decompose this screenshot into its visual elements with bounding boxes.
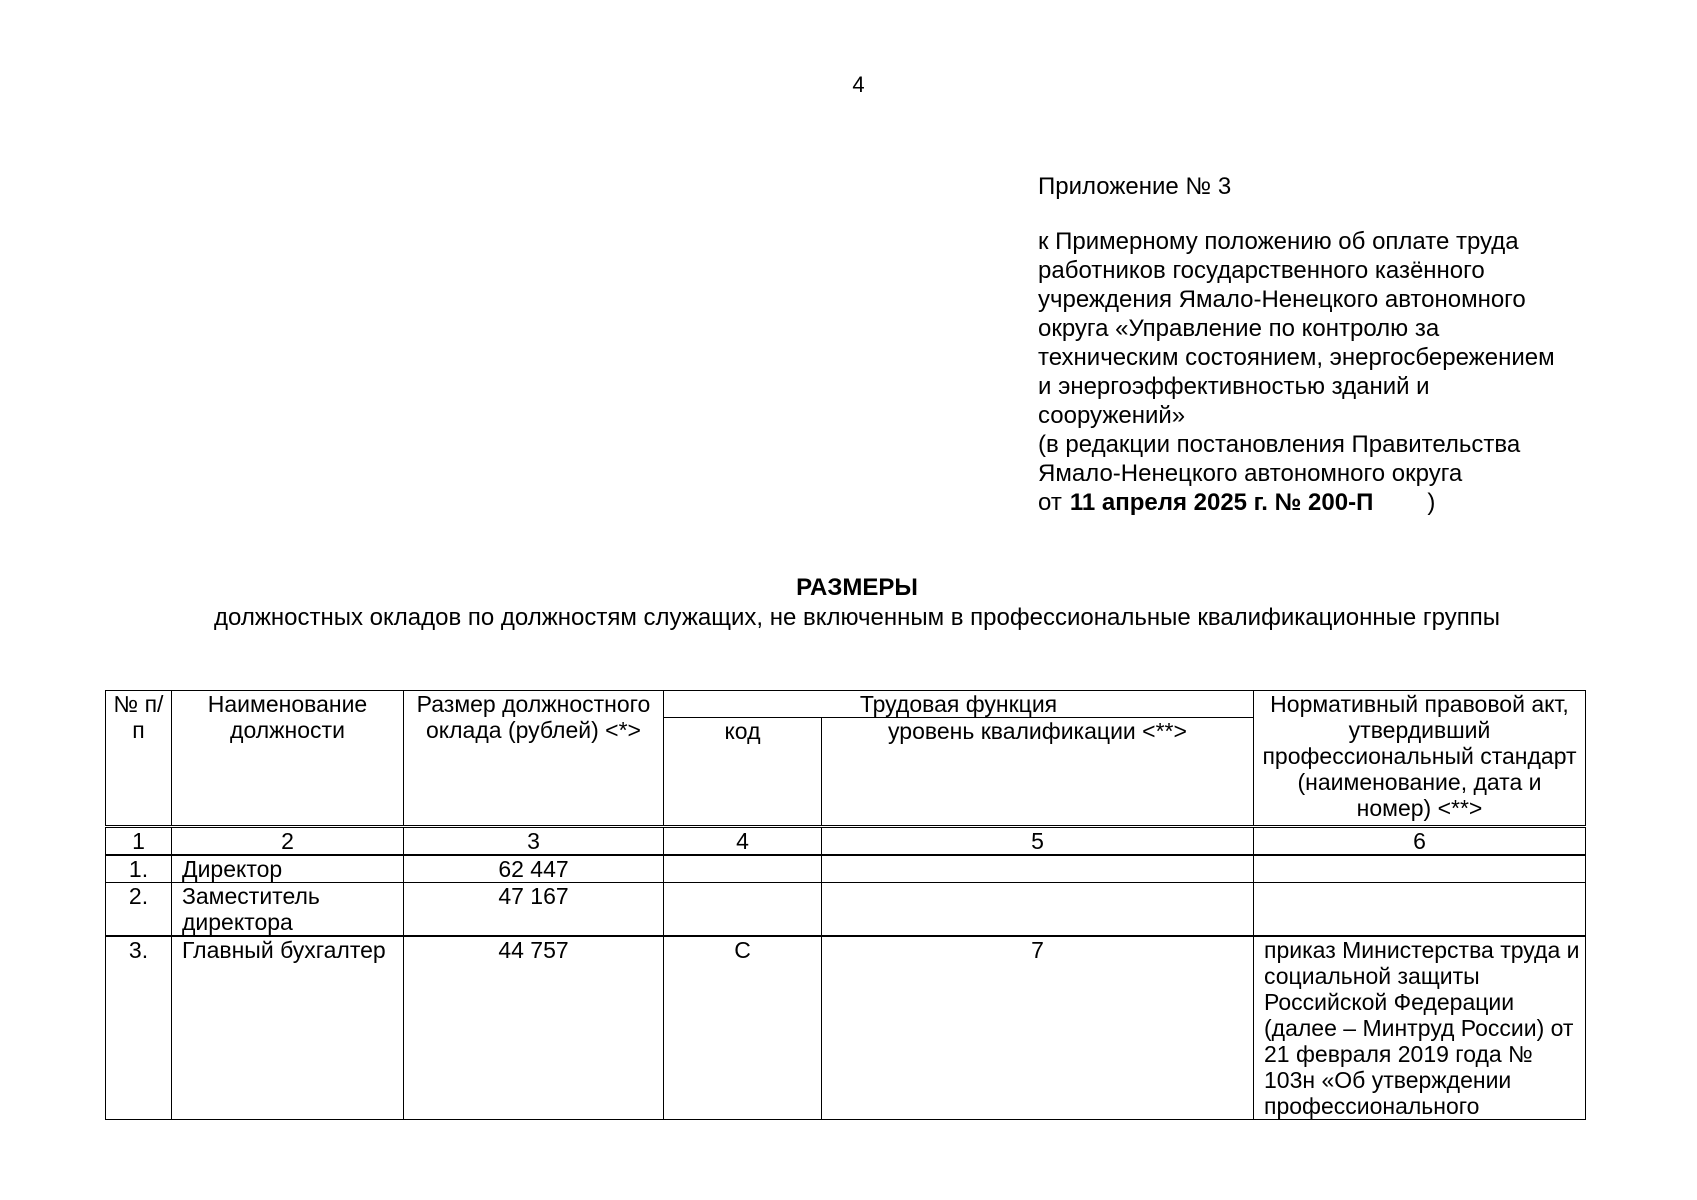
appendix-date-line bbox=[1038, 488, 1658, 517]
column-number: 1 bbox=[106, 827, 172, 856]
row-code bbox=[664, 883, 822, 937]
page-number: 4 bbox=[852, 72, 865, 97]
row-qualification bbox=[822, 855, 1254, 883]
table-row bbox=[106, 855, 1586, 883]
row-code: С bbox=[664, 936, 822, 1120]
appendix-line: и энергоэффективностью зданий и bbox=[1038, 373, 1430, 400]
row-num: 2. bbox=[106, 883, 172, 937]
appendix-line: учреждения Ямало-Ненецкого автономного bbox=[1038, 286, 1526, 313]
date-prefix: от bbox=[1038, 489, 1062, 516]
row-salary: 62 447 bbox=[404, 855, 664, 883]
document-subtitle: должностных окладов по должностям служащих, не включенным в профессиональные квалификационные группы bbox=[214, 604, 1500, 631]
header-labor-function: Трудовая функция bbox=[664, 691, 1254, 718]
column-number: 4 bbox=[664, 827, 822, 856]
row-num: 3. bbox=[106, 936, 172, 1120]
date-close: ) bbox=[1427, 489, 1436, 516]
column-number: 2 bbox=[172, 827, 404, 856]
row-position: Директор bbox=[172, 855, 404, 883]
row-position: Заместитель директора bbox=[172, 883, 404, 937]
column-number: 3 bbox=[404, 827, 664, 856]
header-num: № п/п bbox=[106, 691, 172, 827]
header-position: Наименование должности bbox=[172, 691, 404, 827]
salary-table bbox=[105, 690, 1586, 1120]
appendix-line: к Примерному положению об оплате труда bbox=[1038, 228, 1519, 255]
row-qualification: 7 bbox=[822, 936, 1254, 1120]
appendix-block bbox=[1038, 172, 1658, 517]
column-numbers-row bbox=[106, 827, 1586, 856]
row-act bbox=[1254, 883, 1586, 937]
appendix-line: округа «Управление по контролю за bbox=[1038, 315, 1440, 342]
header-salary: Размер должностного оклада (рублей) <*> bbox=[404, 691, 664, 827]
row-qualification bbox=[822, 883, 1254, 937]
appendix-heading: Приложение № 3 bbox=[1038, 173, 1232, 200]
resolution-date: 11 апреля 2025 г. № 200-П bbox=[1069, 489, 1374, 516]
header-qualification: уровень квалификации <**> bbox=[822, 718, 1254, 827]
appendix-line: (в редакции постановления Правительства bbox=[1038, 431, 1521, 458]
row-num: 1. bbox=[106, 855, 172, 883]
appendix-line: сооружений» bbox=[1038, 402, 1186, 429]
column-number: 5 bbox=[822, 827, 1254, 856]
header-normative-act: Нормативный правовой акт, утвердивший профессиональный стандарт (наименование, дата и номер) <**> bbox=[1254, 691, 1586, 827]
table-header-row bbox=[106, 691, 1586, 718]
appendix-line: Ямало-Ненецкого автономного округа bbox=[1038, 460, 1463, 487]
header-code: код bbox=[664, 718, 822, 827]
row-act: приказ Министерства труда и социальной защиты Российской Федерации (далее – Минтруд России) от 21 февраля 2019 года № 103н «Об утверждении профессионального bbox=[1254, 936, 1586, 1120]
row-salary: 44 757 bbox=[404, 936, 664, 1120]
appendix-line: техническим состоянием, энергосбережением bbox=[1038, 344, 1555, 371]
row-salary: 47 167 bbox=[404, 883, 664, 937]
row-act bbox=[1254, 855, 1586, 883]
table-row bbox=[106, 883, 1586, 937]
document-title: РАЗМЕРЫ bbox=[796, 574, 918, 601]
appendix-line: работников государственного казённого bbox=[1038, 257, 1485, 284]
table-row bbox=[106, 936, 1586, 1120]
row-code bbox=[664, 855, 822, 883]
column-number: 6 bbox=[1254, 827, 1586, 856]
row-position: Главный бухгалтер bbox=[172, 936, 404, 1120]
